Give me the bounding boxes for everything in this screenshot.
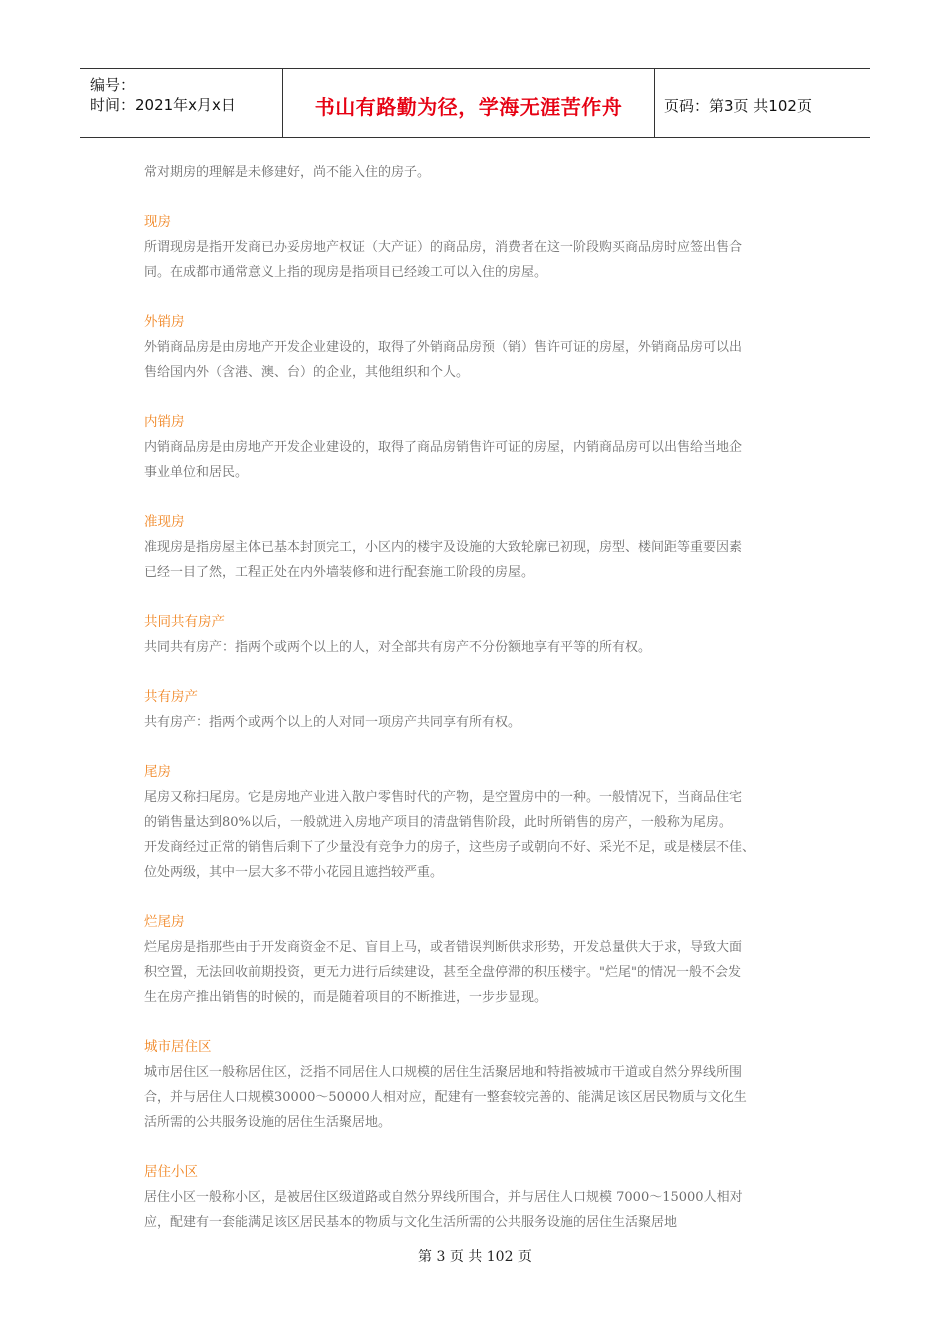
intro-paragraph: 常对期房的理解是未修建好，尚不能入住的房子。 xyxy=(144,165,431,180)
section-text-line: 生在房产推出销售的时候的，而是随着项目的不断推进，一步步显现。 xyxy=(144,990,548,1005)
section-heading: 尾房 xyxy=(144,764,171,780)
section-text-line: 同。在成都市通常意义上指的现房是指项目已经竣工可以入住的房屋。 xyxy=(144,265,548,280)
section-text-line: 开发商经过正常的销售后剩下了少量没有竞争力的房子，这些房子或朝向不好、采光不足，或是楼层不佳、 xyxy=(144,840,756,855)
header-motto: 书山有路勤为径，学海无涯苦作舟 xyxy=(314,95,623,119)
header-page-code: 页码：第3页 共102页 xyxy=(664,97,812,115)
header-divider xyxy=(654,69,655,137)
term-section xyxy=(144,1035,824,1135)
section-heading: 城市居住区 xyxy=(144,1039,212,1055)
document-number-label: 编号： xyxy=(90,76,136,94)
section-heading: 外销房 xyxy=(144,314,185,330)
section-heading: 共同共有房产 xyxy=(144,614,225,630)
section-text-line: 烂尾房是指那些由于开发商资金不足、盲目上马，或者错误判断供求形势，开发总量供大于求，导致大面 xyxy=(144,940,743,955)
section-heading: 准现房 xyxy=(144,514,185,530)
section-text-line: 的销售量达到80%以后，一般就进入房地产项目的清盘销售阶段，此时所销售的房产，一般称为尾房。 xyxy=(144,815,732,830)
section-text-line: 内销商品房是由房地产开发企业建设的，取得了商品房销售许可证的房屋，内销商品房可以出售给当地企 xyxy=(144,440,743,455)
section-text-line: 已经一目了然，工程正处在内外墙装修和进行配套施工阶段的房屋。 xyxy=(144,565,535,580)
section-text-line: 尾房又称扫尾房。它是房地产业进入散户零售时代的产物，是空置房中的一种。一般情况下，当商品住宅 xyxy=(144,790,743,805)
section-text-line: 所谓现房是指开发商已办妥房地产权证（大产证）的商品房，消费者在这一阶段购买商品房时应签出售合 xyxy=(144,240,743,255)
term-section xyxy=(144,510,824,585)
section-heading: 共有房产 xyxy=(144,689,198,705)
section-text-line: 共同共有房产：指两个或两个以上的人，对全部共有房产不分份额地享有平等的所有权。 xyxy=(144,640,652,655)
term-section xyxy=(144,910,824,1010)
page-footer: 第 3 页 共 102 页 xyxy=(418,1249,532,1265)
section-text-line: 积空置，无法回收前期投资，更无力进行后续建设，甚至全盘停滞的积压楼宇。"烂尾"的情况一般不会发 xyxy=(144,965,741,980)
section-heading: 居住小区 xyxy=(144,1164,198,1180)
document-time-label: 时间：2021年x月x日 xyxy=(90,96,236,114)
section-text-line: 城市居住区一般称居住区，泛指不同居住人口规模的居住生活聚居地和特指被城市干道或自然分界线所围 xyxy=(144,1065,743,1080)
section-text-line: 居住小区一般称小区，是被居住区级道路或自然分界线所围合，并与居住人口规模 7000～15000人相对 xyxy=(144,1190,743,1205)
term-section xyxy=(144,610,824,660)
document-body xyxy=(144,160,824,1235)
section-heading: 内销房 xyxy=(144,414,185,430)
term-sections xyxy=(144,210,824,1235)
section-text-line: 应，配建有一套能满足该区居民基本的物质与文化生活所需的公共服务设施的居住生活聚居地 xyxy=(144,1215,678,1230)
term-section xyxy=(144,1160,824,1235)
section-text-line: 外销商品房是由房地产开发企业建设的，取得了外销商品房预（销）售许可证的房屋，外销商品房可以出 xyxy=(144,340,743,355)
header-meta xyxy=(90,75,280,115)
section-text-line: 共有房产：指两个或两个以上的人对同一项房产共同享有所有权。 xyxy=(144,715,522,730)
section-text-line: 售给国内外（含港、澳、台）的企业，其他组织和个人。 xyxy=(144,365,470,380)
section-text-line: 活所需的公共服务设施的居住生活聚居地。 xyxy=(144,1115,392,1130)
section-text-line: 准现房是指房屋主体已基本封顶完工，小区内的楼宇及设施的大致轮廓已初现，房型、楼间距等重要因素 xyxy=(144,540,743,555)
page-header xyxy=(80,68,870,138)
section-text-line: 位处两级，其中一层大多不带小花园且遮挡较严重。 xyxy=(144,865,444,880)
section-heading: 烂尾房 xyxy=(144,914,185,930)
term-section xyxy=(144,760,824,885)
term-section xyxy=(144,685,824,735)
section-heading: 现房 xyxy=(144,214,171,230)
term-section xyxy=(144,410,824,485)
section-text-line: 合，并与居住人口规模30000～50000人相对应，配建有一整套较完善的、能满足该区居民物质与文化生 xyxy=(144,1090,747,1105)
section-text-line: 事业单位和居民。 xyxy=(144,465,249,480)
term-section xyxy=(144,210,824,285)
term-section xyxy=(144,310,824,385)
